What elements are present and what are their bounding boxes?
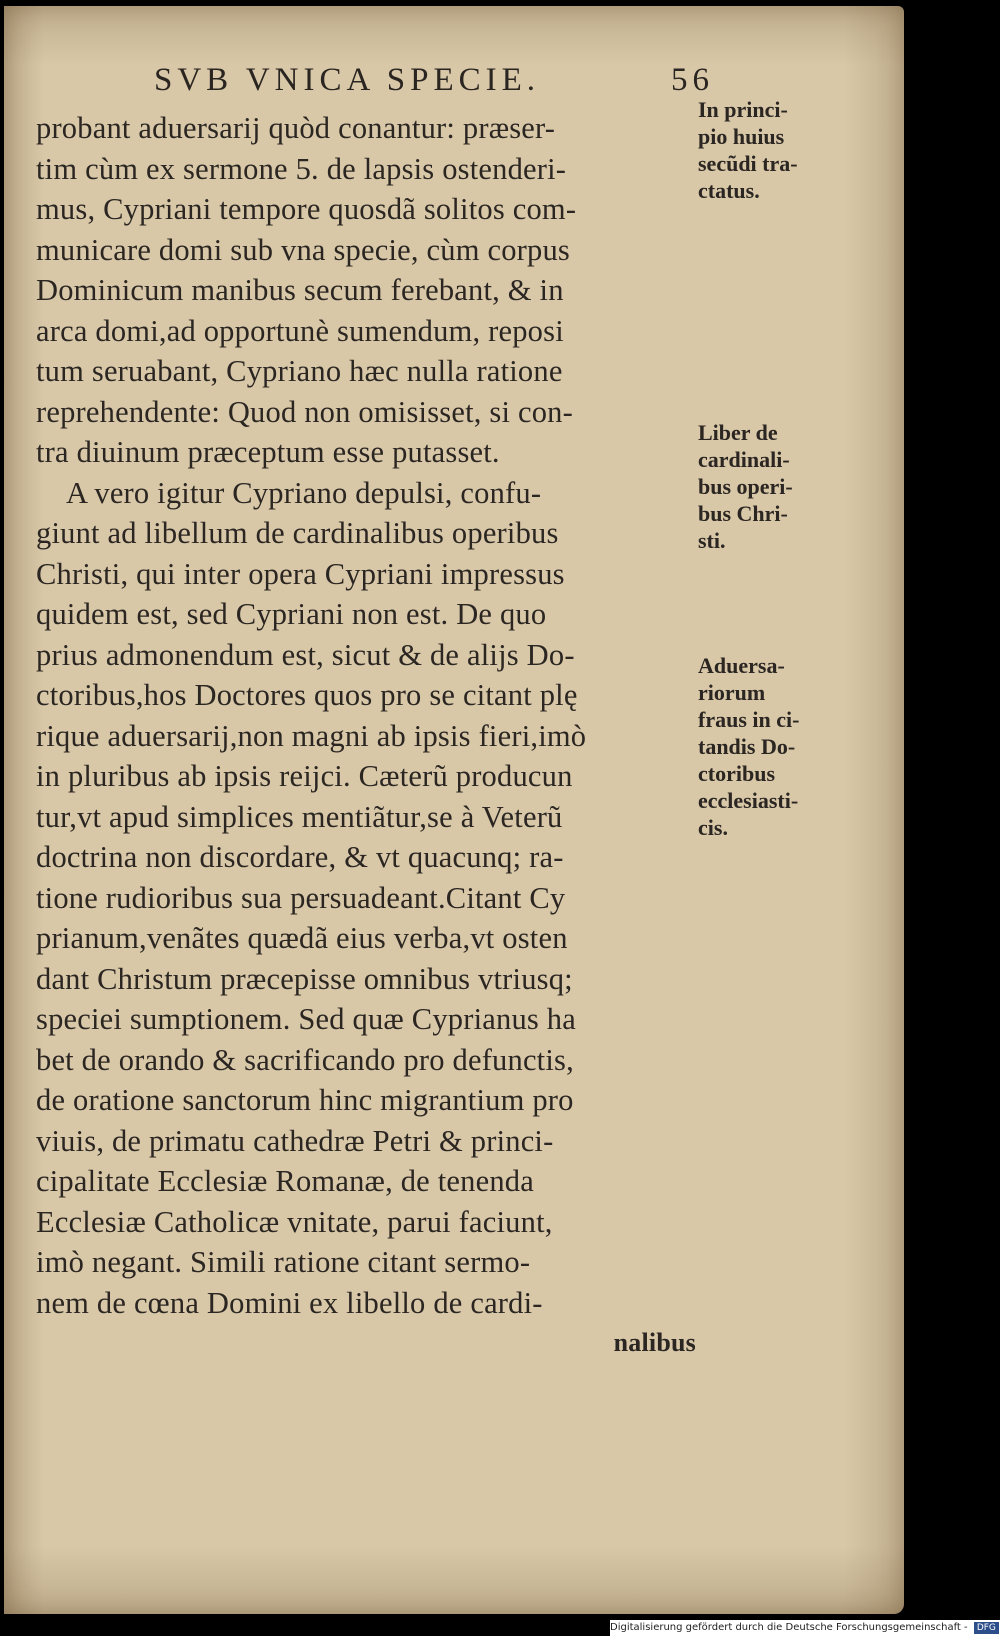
text-line: speciei sumptionem. Sed quæ Cyprianus ha bbox=[36, 1002, 576, 1036]
text-line: doctrina non discordare, & vt quacunq; ra- bbox=[36, 840, 564, 874]
text-line: arca domi,ad opportunè sumendum, reposi bbox=[36, 313, 564, 348]
text-line: reprehendente: Quod non omisisset, si con- bbox=[36, 394, 573, 429]
marginal-note-line: In princi- bbox=[698, 97, 788, 122]
marginal-note-line: cis. bbox=[698, 815, 728, 840]
marginal-note-principio bbox=[698, 96, 858, 204]
marginal-note-line: secũdi tra- bbox=[698, 151, 798, 176]
text-line: tra diuinum præceptum esse putasset. bbox=[36, 435, 500, 469]
catchword: nalibus bbox=[613, 1328, 696, 1357]
text-line: municare domi sub vna specie, cùm corpus bbox=[36, 232, 570, 267]
book-page bbox=[4, 6, 904, 1614]
marginal-note-line: ctatus. bbox=[698, 178, 760, 203]
text-line: nem de cœna Domini ex libello de cardi- bbox=[36, 1285, 543, 1320]
text-line: viuis, de primatu cathedræ Petri & princi- bbox=[36, 1123, 554, 1158]
digitization-credit-bar bbox=[610, 1620, 1000, 1636]
marginal-note-line: ecclesiasti- bbox=[698, 788, 799, 813]
main-text bbox=[36, 108, 696, 1364]
marginal-note-line: ctoribus bbox=[698, 761, 775, 786]
marginal-note-line: bus operi- bbox=[698, 474, 793, 499]
text-line: tur,vt apud simplices mentiãtur,se à Veterũ bbox=[36, 799, 563, 834]
marginal-note-aduersariorum bbox=[698, 652, 858, 841]
text-line: Christi, qui inter opera Cypriani impressus bbox=[36, 556, 565, 591]
marginal-note-line: pio huius bbox=[698, 124, 785, 149]
text-line: Ecclesiæ Catholicæ vnitate, parui faciunt, bbox=[36, 1204, 553, 1239]
text-line: in pluribus ab ipsis reijci. Cæterũ producun bbox=[36, 759, 573, 793]
text-line: tim cùm ex sermone 5. de lapsis ostenderi- bbox=[36, 151, 567, 186]
digitization-credit-text: Digitalisierung gefördert durch die Deutsche Forschungsgemeinschaft - bbox=[610, 1622, 968, 1633]
marginal-note-liber bbox=[698, 419, 858, 554]
text-line: prianum,venãtes quædã eius verba,vt osten bbox=[36, 921, 568, 955]
text-line: dant Christum præcepisse omnibus vtriusq; bbox=[36, 961, 573, 996]
text-line: rique aduersarij,non magni ab ipsis fieri,imò bbox=[36, 718, 587, 753]
text-line: cipalitate Ecclesiæ Romanæ, de tenenda bbox=[36, 1164, 534, 1198]
text-line: imò negant. Simili ratione citant sermo- bbox=[36, 1245, 531, 1279]
text-line: Dominicum manibus secum ferebant, & in bbox=[36, 273, 564, 307]
text-line: tione rudioribus sua persuadeant.Citant Cy bbox=[36, 880, 566, 915]
text-line: de oratione sanctorum hinc migrantium pro bbox=[36, 1083, 574, 1117]
text-line: mus, Cypriani tempore quosdã solitos com- bbox=[36, 192, 577, 226]
page-number: 56 bbox=[671, 62, 714, 98]
text-line: A vero igitur Cypriano depulsi, confu- bbox=[66, 475, 542, 510]
marginal-note-line: Liber de bbox=[698, 420, 778, 445]
text-line: tum seruabant, Cypriano hæc nulla ratione bbox=[36, 354, 563, 388]
marginal-note-line: bus Chri- bbox=[698, 501, 788, 526]
text-line: quidem est, sed Cypriani non est. De quo bbox=[36, 597, 547, 631]
text-line: probant aduersarij quòd conantur: præser- bbox=[36, 111, 556, 145]
marginal-note-line: cardinali- bbox=[698, 447, 790, 472]
text-line: bet de orando & sacrificando pro defunctis, bbox=[36, 1042, 574, 1077]
running-head-title: SVB VNICA SPECIE. bbox=[154, 62, 541, 98]
marginal-note-line: sti. bbox=[698, 528, 726, 553]
marginal-note-line: tandis Do- bbox=[698, 734, 796, 759]
text-line: prius admonendum est, sicut & de alijs Do- bbox=[36, 637, 575, 672]
marginal-note-line: Aduersa- bbox=[698, 653, 785, 678]
marginal-note-line: riorum bbox=[698, 680, 766, 705]
text-line: giunt ad libellum de cardinalibus operibus bbox=[36, 516, 559, 550]
running-head bbox=[154, 62, 714, 99]
text-line: ctoribus,hos Doctores quos pro se citant plę bbox=[36, 678, 578, 712]
marginal-note-line: fraus in ci- bbox=[698, 707, 800, 732]
dfg-logo: DFG bbox=[974, 1622, 999, 1634]
